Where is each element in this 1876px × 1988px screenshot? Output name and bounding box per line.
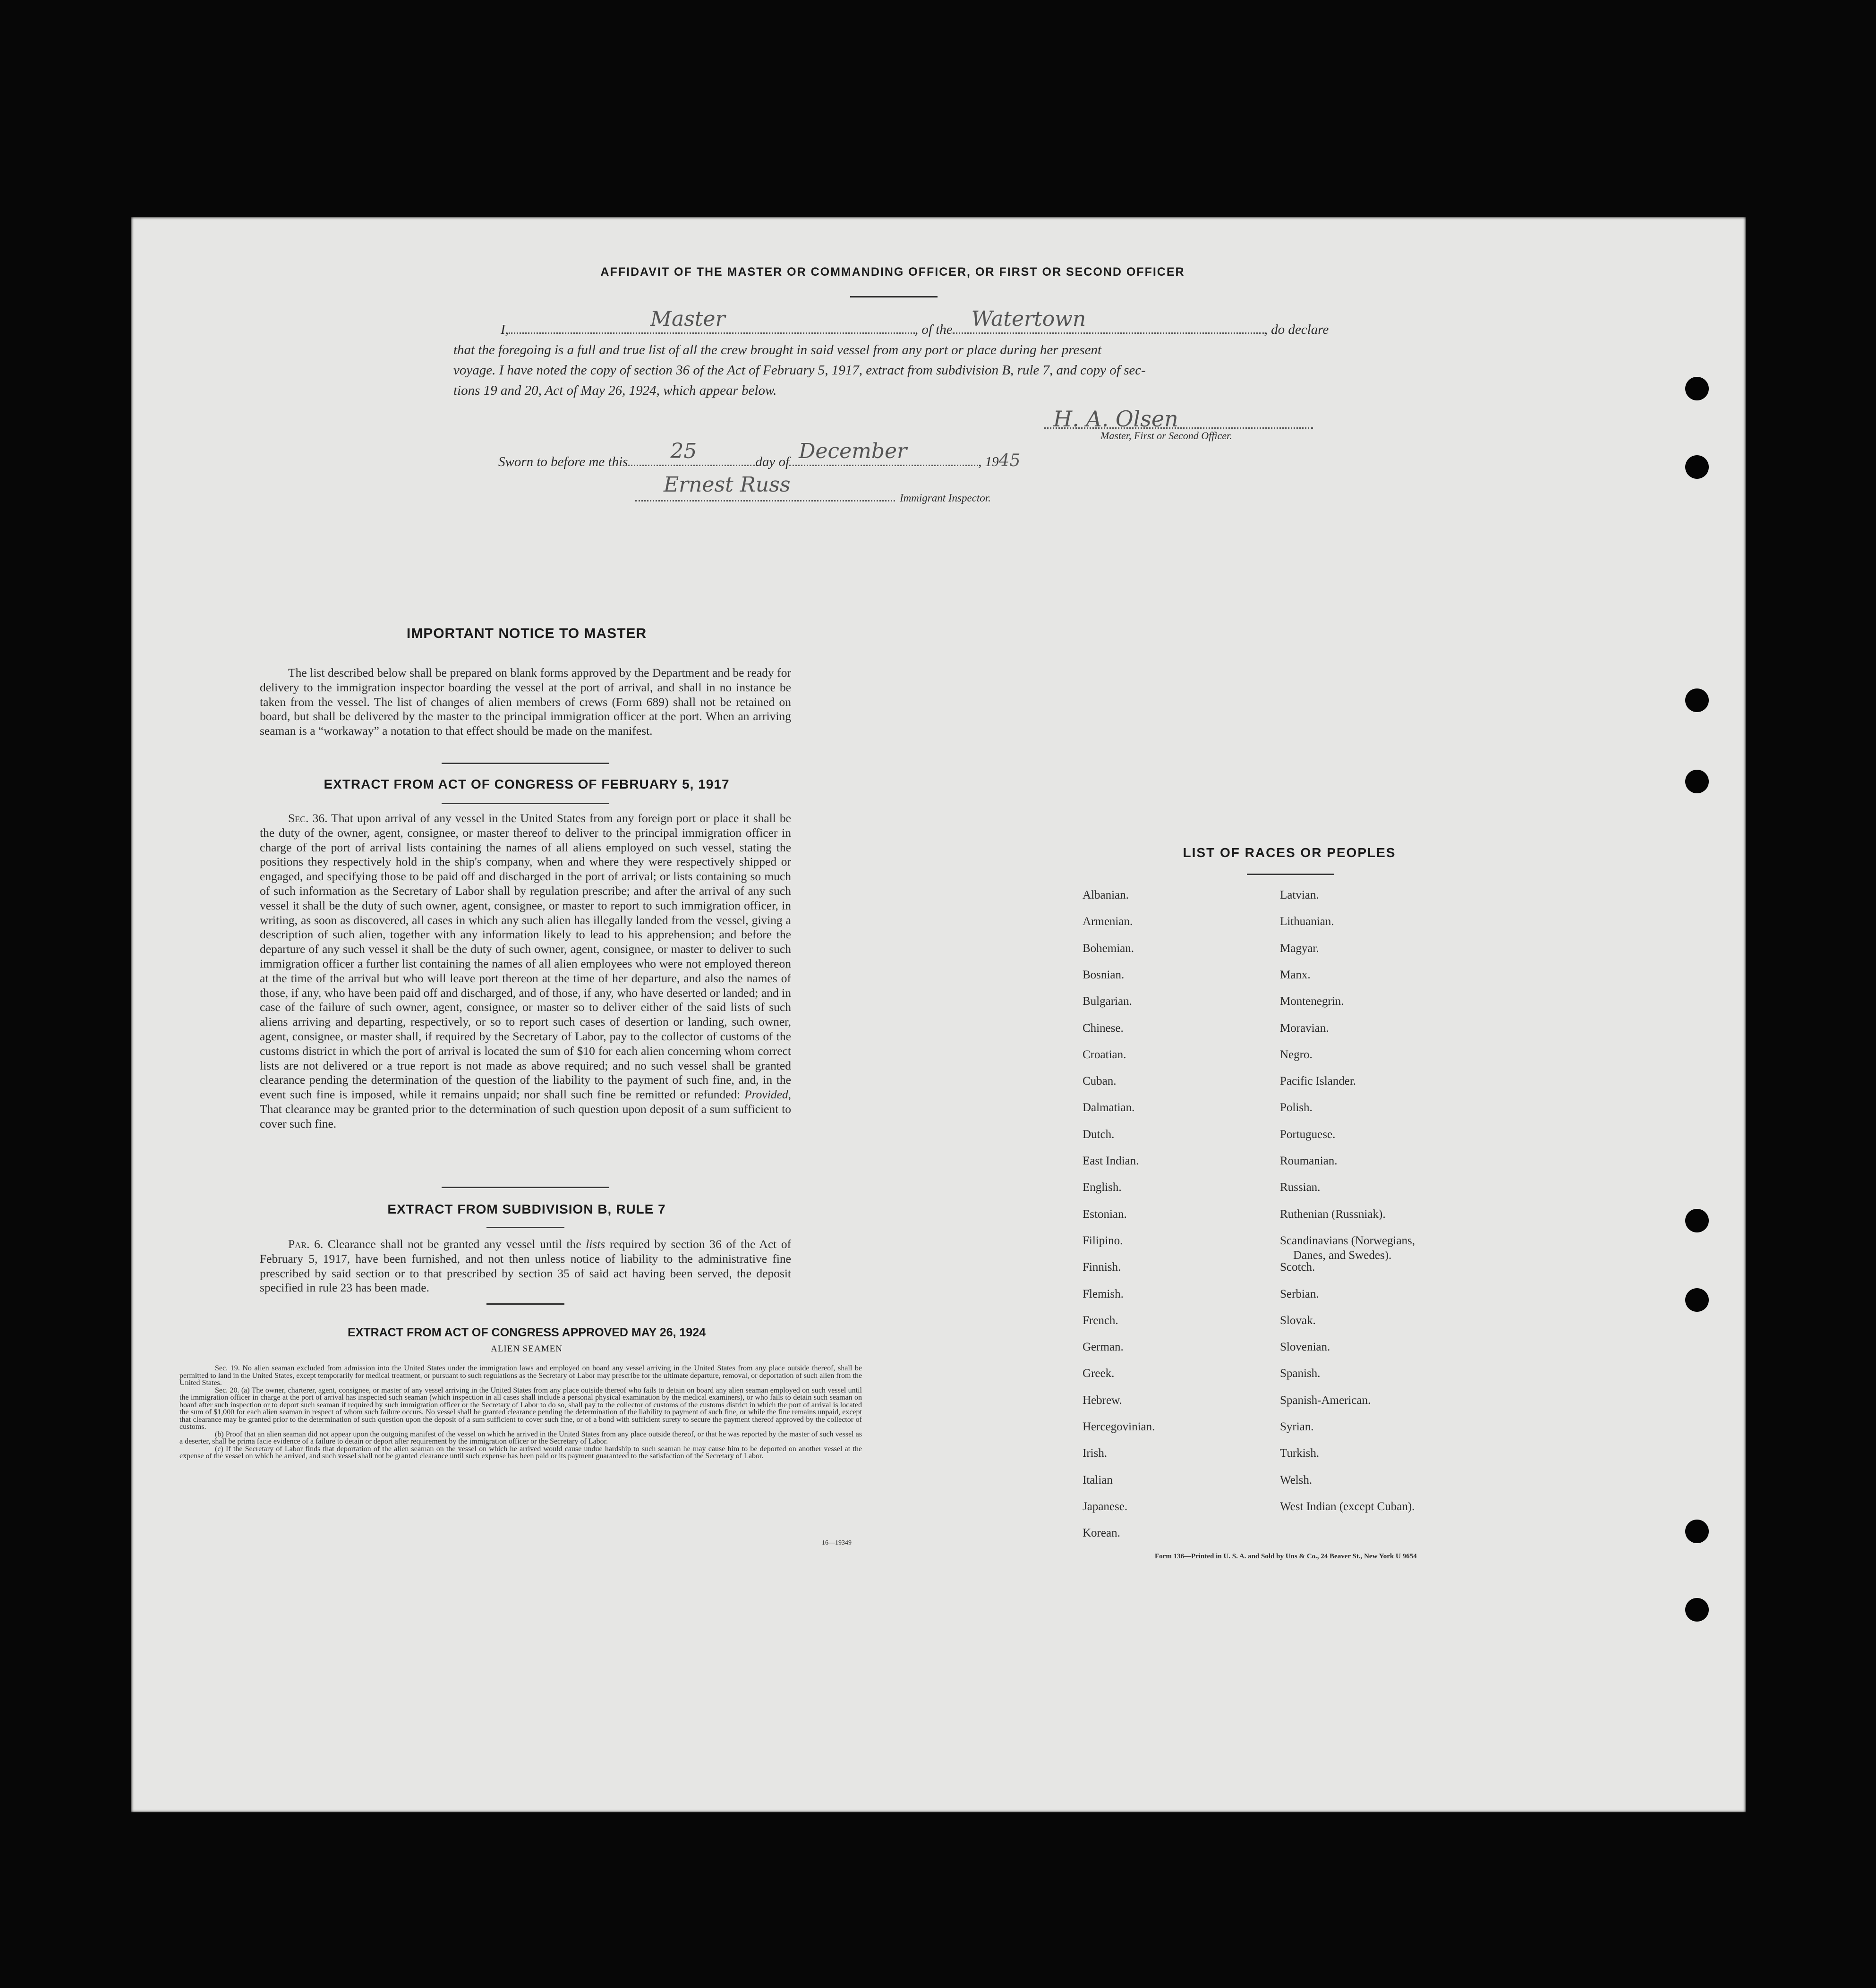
race-item: Lithuanian. (1280, 915, 1334, 928)
punch-hole-3 (1685, 688, 1709, 712)
act-1924-text (179, 1365, 862, 1460)
race-item: Latvian. (1280, 889, 1319, 901)
race-item: Japanese. (1083, 1500, 1128, 1513)
race-item: East Indian. (1083, 1155, 1139, 1167)
race-item: Croatian. (1083, 1048, 1126, 1061)
race-item: Finnish. (1083, 1261, 1121, 1274)
race-item: West Indian (except Cuban). (1280, 1500, 1415, 1513)
race-item: Bohemian. (1083, 942, 1134, 955)
race-item: Montenegrin. (1280, 995, 1344, 1008)
race-item: Manx. (1280, 968, 1311, 981)
race-item: Negro. (1280, 1048, 1313, 1061)
race-item: Danes, and Swedes). (1293, 1249, 1392, 1262)
sworn-day-label: day of (755, 454, 790, 469)
extract-1917-title: EXTRACT FROM ACT OF CONGRESS OF FEBRUARY 5, 1917 (324, 777, 730, 791)
race-item: Ruthenian (Russniak). (1280, 1207, 1386, 1221)
race-item: Estonian. (1083, 1207, 1127, 1221)
act-1924-title: EXTRACT FROM ACT OF CONGRESS APPROVED MAY 26, 1924 (347, 1326, 706, 1339)
race-item: Armenian. (1083, 915, 1133, 928)
race-item: Bosnian. (1083, 968, 1125, 981)
race-item: Magyar. (1280, 942, 1319, 955)
sec-20-a: Sec. 20. (a) The owner, charterer, agent, consignee, or master of any vessel arriving in the United States from any place outside thereof who fails to detain on board any alien seaman employed on such vessel until the immigration officer in charge at the port of arrival has inspected such seaman (which inspection in all cases shall include a personal physical examination by the medical examiners), or who fails to detain such seaman on board after such inspection or to deport such seaman if required by such immigration officer or the Secretary of Labor to do so, shall pay to the collector of customs of the customs district in which the port of arrival is located the sum of $1,000 for each alien seaman in respect of whom such failure occurs. No vessel shall be granted clearance pending the determination of the liability to payment of such fine, or while the fine remains unpaid, except that clearance may be granted prior to the determination of such question upon the deposit of a sum sufficient to cover such fine, or of a bond with sufficient surety to secure the payment thereof approved by the collector of customs. (179, 1386, 862, 1431)
extract-1917-text (260, 811, 791, 1131)
punch-hole-8 (1685, 1598, 1709, 1622)
sec-36-proviso: Provided, (744, 1087, 792, 1102)
affidavit-line-2: that the foregoing is a full and true list of all the crew brought in said vessel from any port or place during her present (453, 342, 1102, 357)
sec-36-body: That upon arrival of any vessel in the United States from any foreign port or place it shall be the duty of the owner, agent, consignee, or master thereof to deliver to the principal immigration officer in charge of the port of arrival lists containing the names of all aliens employed on such vessel, stating the positions they respectively hold in the ship's company, when and where they were respectively shipped or engaged, and specifying those to be paid off and discharged in the port of arrival; or lists containing so much of such information as the Secretary of Labor shall by regulation prescribe; and after the arrival of any such vessel it shall be the duty of such owner, agent, consignee, or master to report to such immigration officer, in writing, as soon as discovered, all cases in which any such alien has illegally landed from the vessel, giving a description of such alien, together with any information likely to lead to his apprehension; and before the departure of any such vessel it shall be the duty of such owner, agent, consignee, or master to deliver to such immigration officer a further list containing the names of all alien employees who were not employed thereon at the time of the arrival but who will leave port thereon at the time of her departure, and also the names of those, if any, who have been paid off and discharged, and of those, if any, who have deserted or landed; and in case of the failure of such owner, agent, consignee, or master so to deliver either of the said lists of such aliens arriving and departing, respectively, or so to report such cases of desertion or landing, such owner, agent, consignee, or master shall, if required by the Secretary of Labor, pay to the collector of customs of the customs district in which the port of arrival is located the sum of $10 for each alien concerning whom correct lists are not delivered or a true report is not made as above required; and no such vessel shall be granted clearance pending the determination of the question of the liability to the payment of such fine, and, in the event such fine is imposed, while it remains unpaid; nor shall such fine be remitted or refunded: (260, 811, 791, 1102)
race-item: Polish. (1280, 1101, 1313, 1114)
sec-19: Sec. 19. No alien seaman excluded from admission into the United States under the immigration laws and employed on board any vessel arriving in the United States from any place outside thereof, shall be permitted to land in the United States, except temporarily for medical treatment, or pursuant to such regulations as the Secretary of Labor may prescribe for the ultimate departure, removal, or deportation of such alien from the United States. (179, 1364, 862, 1387)
par-6-text-a: Clearance shall not be granted any vessel until the (327, 1237, 581, 1251)
par-6-lists: lists (586, 1237, 605, 1251)
punch-hole-1 (1685, 377, 1709, 400)
race-item: Italian (1083, 1473, 1113, 1487)
sworn-year: 45 (998, 451, 1021, 470)
race-item: Irish. (1083, 1447, 1108, 1460)
rule7-title: EXTRACT FROM SUBDIVISION B, RULE 7 (387, 1202, 666, 1216)
sworn-day: 25 (670, 439, 697, 463)
affidavit-of-the: , of the (914, 322, 953, 337)
sworn-year-prefix: , 19 (978, 454, 999, 469)
affidavit-line-3: voyage. I have noted the copy of section 36 of the Act of February 5, 1917, extract from subdivision B, rule 7, and copy of sec- (453, 363, 1146, 378)
inspector-caption: Immigrant Inspector. (900, 492, 991, 504)
sec-20-c: (c) If the Secretary of Labor finds that deportation of the alien seaman on the vessel on which he arrived would cause undue hardship to such seaman he may cause him to be deported on another vessel at the expense of the vessel on which he arrived, and such vessel shall not be granted clearance until such expense has been paid or its payment guaranteed to the satisfaction of the Secretary of Labor. (179, 1444, 862, 1460)
race-item: Korean. (1083, 1527, 1120, 1540)
race-item: Dalmatian. (1083, 1101, 1135, 1114)
race-item: Syrian. (1280, 1420, 1314, 1433)
race-item: English. (1083, 1181, 1122, 1194)
par-6-text-b: required by section 36 of the Act of February 5, 1917, have been furnished, and not then unless notice of liability to the administrative fine prescribed by said section or to that prescribed by section 35 of said act having been served, the deposit specified in rule 23 has been made. (260, 1237, 792, 1295)
affidavit-title: AFFIDAVIT OF THE MASTER OR COMMANDING OFFICER, OR FIRST OR SECOND OFFICER (600, 265, 1185, 279)
rule7-end-rule (486, 1303, 564, 1305)
master-handwritten: Master (650, 307, 725, 331)
affidavit-title-rule (850, 296, 938, 297)
race-item: Roumanian. (1280, 1155, 1338, 1167)
races-title: LIST OF RACES OR PEOPLES (1183, 845, 1396, 860)
race-item: Welsh. (1280, 1473, 1313, 1487)
punch-hole-7 (1685, 1520, 1709, 1543)
notice-text (260, 666, 791, 739)
sworn-prefix: Sworn to before me this (498, 454, 628, 469)
race-item: Hercegovinian. (1083, 1420, 1155, 1433)
race-item: Slovenian. (1280, 1341, 1330, 1354)
par-6-label: Par. 6. (288, 1237, 324, 1251)
race-item: Slovak. (1280, 1314, 1316, 1327)
notice-rule (442, 763, 609, 764)
master-signature: H. A. Olsen (1053, 406, 1178, 432)
race-item: Scandinavians (Norwegians, (1280, 1234, 1416, 1247)
punch-hole-4 (1685, 770, 1709, 793)
race-item: Spanish-American. (1280, 1393, 1371, 1407)
race-item: Moravian. (1280, 1021, 1329, 1035)
race-item: Bulgarian. (1083, 995, 1132, 1008)
race-item: Albanian. (1083, 889, 1129, 901)
extract-1917-end-rule (442, 1187, 609, 1188)
race-item: Cuban. (1083, 1075, 1117, 1088)
signature-caption: Master, First or Second Officer. (1100, 430, 1232, 442)
vessel-handwritten: Watertown (971, 307, 1086, 331)
race-item: Portuguese. (1280, 1128, 1336, 1141)
affidavit-do-declare: , do declare (1264, 322, 1329, 337)
affidavit-i: I, (501, 322, 509, 337)
race-item: Scotch. (1280, 1261, 1315, 1274)
race-item: Russian. (1280, 1181, 1321, 1194)
notice-text-body: The list described below shall be prepared on blank forms approved by the Department and be ready for delivery to the immigration inspector boarding the vessel at the port of arrival, and shall in no instance be taken from the vessel. The list of changes of alien members of crews (Form 689) shall not be retained on board, but shall be delivered by the master to the principal immigration officer at the port. When an arriving seaman is a “workaway” a notation to that effect should be made on the manifest. (260, 666, 791, 738)
race-item: Serbian. (1280, 1287, 1319, 1300)
footer-imprint: Form 136—Printed in U. S. A. and Sold by Uns & Co., 24 Beaver St., New York U 9654 (1155, 1553, 1417, 1560)
rule7-text (260, 1237, 791, 1295)
races-rule (1247, 874, 1334, 875)
sworn-month: December (799, 439, 907, 463)
punch-hole-2 (1685, 455, 1709, 479)
race-item: Dutch. (1083, 1128, 1115, 1141)
race-item: German. (1083, 1341, 1124, 1354)
sec-36-label: Sec. 36. (288, 811, 328, 825)
race-item: Chinese. (1083, 1021, 1124, 1035)
notice-title: IMPORTANT NOTICE TO MASTER (406, 626, 647, 641)
sec-36-end: That clearance may be granted prior to the determination of such question upon deposit of a sum sufficient to cover such fine. (260, 1102, 791, 1130)
race-item: Filipino. (1083, 1234, 1123, 1247)
form-code: 16—19349 (822, 1539, 852, 1546)
race-item: Hebrew. (1083, 1393, 1122, 1407)
punch-hole-5 (1685, 1209, 1709, 1232)
race-item: Spanish. (1280, 1367, 1321, 1380)
sworn-line (498, 439, 1021, 470)
rule7-rule (486, 1227, 564, 1228)
race-item: French. (1083, 1314, 1118, 1327)
race-item: Pacific Islander. (1280, 1075, 1356, 1088)
race-item: Turkish. (1280, 1447, 1320, 1460)
affidavit-line-4: tions 19 and 20, Act of May 26, 1924, which appear below. (453, 383, 777, 398)
inspector-line (635, 473, 991, 505)
signature-line (1044, 416, 1313, 429)
extract-1917-rule (442, 803, 609, 804)
sec-20-b: (b) Proof that an alien seaman did not appear upon the outgoing manifest of the vessel on which he arrived in the United States from any place outside thereof, or that he was reported by the master of such vessel as a deserter, shall be prima facie evidence of a failure to detain or deport after requirement by the immigration officer or the Secretary of Labor. (179, 1430, 862, 1445)
race-item: Flemish. (1083, 1287, 1124, 1300)
act-1924-subtitle: ALIEN SEAMEN (491, 1344, 563, 1354)
punch-hole-6 (1685, 1288, 1709, 1312)
race-item: Greek. (1083, 1367, 1115, 1380)
affidavit-line-1 (501, 307, 1329, 338)
inspector-signature: Ernest Russ (664, 473, 791, 497)
